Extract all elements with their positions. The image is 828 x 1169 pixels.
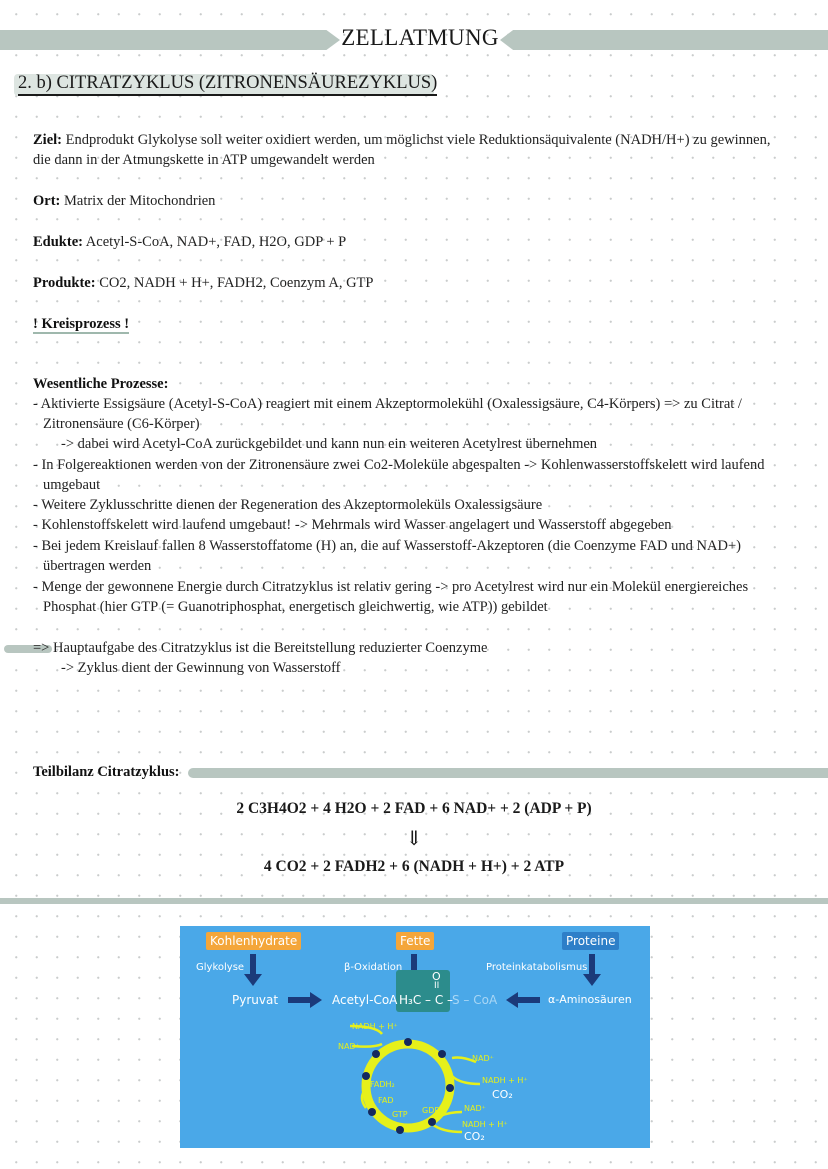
kohlenhydrate-tag: Kohlenhydrate xyxy=(206,932,301,950)
header-bar-right xyxy=(500,30,828,50)
formula-o: O xyxy=(432,970,441,983)
beta-oxidation-label: β-Oxidation xyxy=(344,962,403,973)
proteine-tag: Proteine xyxy=(562,932,619,950)
prozess-line-10: - Menge der gewonnene Energie durch Citratzyklus ist relativ gering -> pro Acetylrest wird nur ein Molekül energiereiches xyxy=(33,579,749,595)
nad-label-1: NAD⁺ xyxy=(338,1042,360,1051)
ziel-label: Ziel: xyxy=(33,132,62,148)
nadh-label-2: NADH + H⁺ xyxy=(482,1076,528,1085)
bilanz-highlight-bar xyxy=(188,768,828,778)
citric-acid-cycle-diagram xyxy=(180,926,650,1148)
ort-line: Ort: Matrix der Mitochondrien xyxy=(33,193,216,209)
fad-label: FAD xyxy=(378,1096,394,1105)
formula-s-coa: S – CoA xyxy=(452,993,498,1007)
fazit-line-2: -> Zyklus dient der Gewinnung von Wasserstoff xyxy=(61,660,341,676)
gtp-label: GTP xyxy=(392,1110,408,1119)
ziel-line-2: die dann in der Atmungskette in ATP umgewandelt werden xyxy=(33,152,375,168)
fazit-line-1: => Hauptaufgabe des Citratzyklus ist die Bereitstellung reduzierter Coenzyme xyxy=(33,640,488,656)
bilanz-equation-educts: 2 C3H4O2 + 4 H2O + 2 FAD + 6 NAD+ + 2 (ADP + P) xyxy=(236,800,592,817)
aminosaeuren-label: α-Aminosäuren xyxy=(548,993,632,1006)
bilanz-divider xyxy=(0,898,828,904)
prozess-line-4: - In Folgereaktionen werden von der Zitronensäure zwei Co2-Moleküle abgespalten -> Kohlenwasserstoffskelett wird laufend xyxy=(33,457,765,473)
nadh-label-3: NADH + H⁺ xyxy=(462,1120,508,1129)
prozess-line-2: Zitronensäure (C6-Körper) xyxy=(43,416,200,432)
prozess-line-9: übertragen werden xyxy=(43,558,152,574)
produkte-label: Produkte: xyxy=(33,275,96,291)
edukte-line: Edukte: Acetyl-S-CoA, NAD+, FAD, H2O, GDP + P xyxy=(33,234,347,250)
edukte-label: Edukte: xyxy=(33,234,83,250)
prozess-line-8: - Bei jedem Kreislauf fallen 8 Wasserstoffatome (H) an, die auf Wasserstoff-Akzeptoren (die Coenzyme FAD und NAD+) xyxy=(33,538,741,554)
formula-main: H₃C – C – xyxy=(399,993,454,1007)
co2-label-1: CO₂ xyxy=(492,1088,513,1101)
nadh-label-1: NADH + H⁺ xyxy=(352,1022,398,1031)
kreisprozess-line xyxy=(33,314,129,334)
page-title: ZELLATMUNG xyxy=(341,25,499,50)
bilanz-label: Teilbilanz Citratzyklus: xyxy=(33,764,180,780)
formula-double-bond: II xyxy=(434,981,440,991)
nad-label-2: NAD⁺ xyxy=(472,1054,494,1063)
co2-label-2: CO₂ xyxy=(464,1130,485,1143)
prozess-line-7: - Kohlenstoffskelett wird laufend umgebaut! -> Mehrmals wird Wasser angelagert und Wasserstoff abgegeben xyxy=(33,517,672,533)
header-bar-left xyxy=(0,30,340,50)
diagram-graphics xyxy=(180,926,650,1148)
pyruvat-label: Pyruvat xyxy=(232,993,279,1007)
bilanz-arrow: ⇓ xyxy=(405,828,423,850)
prozesse-heading: Wesentliche Prozesse: xyxy=(33,376,169,392)
ort-label: Ort: xyxy=(33,193,61,209)
prozess-line-5: umgebaut xyxy=(43,477,101,493)
glykolyse-label: Glykolyse xyxy=(196,962,245,973)
prozess-line-6: - Weitere Zyklusschritte dienen der Regeneration des Akzeptormoleküls Oxalessigsäure xyxy=(33,497,543,513)
nad-label-3: NAD⁺ xyxy=(464,1104,486,1113)
fette-tag: Fette xyxy=(396,932,434,950)
bilanz-equation-products: 4 CO2 + 2 FADH2 + 6 (NADH + H+) + 2 ATP xyxy=(263,858,565,875)
produkte-line: Produkte: CO2, NADH + H+, FADH2, Coenzym A, GTP xyxy=(33,275,374,291)
section-title: 2. b) CITRATZYKLUS (ZITRONENSÄUREZYKLUS) xyxy=(18,73,437,94)
ziel-line-1: Ziel: Endprodukt Glykolyse soll weiter oxidiert werden, um möglichst viele Reduktionsäquivalente (NADH/H+) zu gewinnen, xyxy=(33,132,771,148)
kreisprozess-label: ! Kreisprozess ! xyxy=(33,316,130,332)
prozess-line-3: -> dabei wird Acetyl-CoA zurückgebildet und kann nun ein weiteren Acetylrest übernehmen xyxy=(61,436,598,452)
acetyl-coa-label: Acetyl-CoA xyxy=(332,993,398,1007)
proteinkatabolismus-label: Proteinkatabolismus xyxy=(486,962,588,973)
fadh2-label: FADH₂ xyxy=(370,1080,395,1089)
prozess-line-11: Phosphat (hier GTP (= Guanotriphosphat, energetisch gleichwertig, wie ATP)) gebildet xyxy=(43,599,548,615)
gdp-label: GDP xyxy=(422,1106,440,1115)
prozess-line-1: - Aktivierte Essigsäure (Acetyl-S-CoA) reagiert mit einem Akzeptormolekühl (Oxalessigsäure, C4-Körpers) => zu Citrat / xyxy=(33,396,742,412)
